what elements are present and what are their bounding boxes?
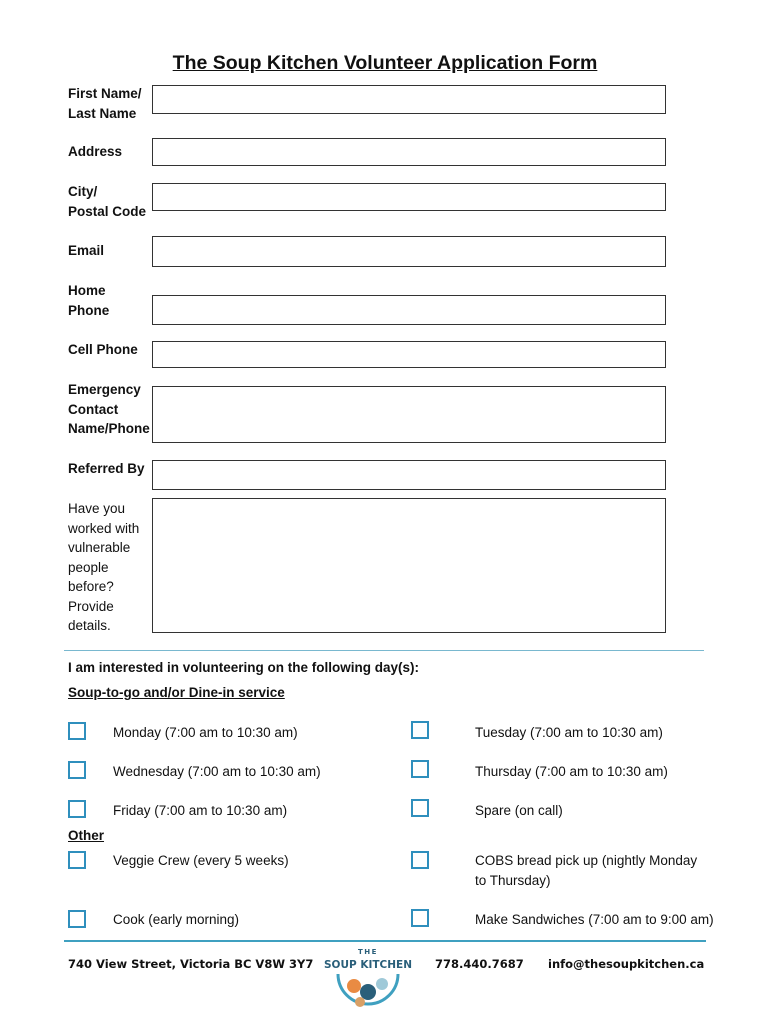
footer-email[interactable]: info@thesoupkitchen.ca	[548, 957, 705, 971]
cook-label: Cook (early morning)	[113, 912, 240, 927]
section-divider	[64, 650, 704, 651]
emergency-contact-label: Emergency Contact Name/Phone	[68, 382, 150, 436]
logo-onion-icon	[376, 978, 388, 990]
footer-address: 740 View Street, Victoria BC V8W 3Y7	[68, 957, 314, 971]
logo-bread-icon	[360, 984, 376, 1000]
friday-label: Friday (7:00 am to 10:30 am)	[113, 803, 288, 818]
veggie-crew-checkbox[interactable]	[68, 851, 86, 869]
wednesday-label: Wednesday (7:00 am to 10:30 am)	[113, 764, 321, 779]
home-phone-input[interactable]	[152, 295, 666, 325]
availability-heading: I am interested in volunteering on the following day(s):	[68, 660, 420, 675]
soup-kitchen-logo	[323, 944, 413, 1024]
cell-phone-input[interactable]	[152, 341, 666, 368]
logo-name-text: SOUP KITCHEN	[323, 959, 413, 971]
referred-by-input[interactable]	[152, 460, 666, 490]
experience-label: Have you worked with vulnerable people before? Provide details.	[68, 501, 140, 633]
cobs-bread-checkbox[interactable]	[411, 851, 429, 869]
other-heading: Other	[68, 828, 105, 843]
wednesday-checkbox[interactable]	[68, 761, 86, 779]
city-postal-label: City/ Postal Code	[68, 184, 147, 219]
email-label: Email	[68, 243, 105, 258]
email-input[interactable]	[152, 236, 666, 267]
tuesday-checkbox[interactable]	[411, 721, 429, 739]
experience-input[interactable]	[152, 498, 666, 633]
address-label: Address	[68, 144, 123, 159]
first-last-name-input[interactable]	[152, 85, 666, 114]
referred-by-label: Referred By	[68, 461, 145, 476]
monday-label: Monday (7:00 am to 10:30 am)	[113, 725, 298, 740]
veggie-crew-label: Veggie Crew (every 5 weeks)	[113, 853, 289, 868]
thursday-checkbox[interactable]	[411, 760, 429, 778]
city-postal-input[interactable]	[152, 183, 666, 211]
tuesday-label: Tuesday (7:00 am to 10:30 am)	[475, 725, 663, 740]
footer-divider	[64, 940, 706, 942]
logo-top-text: THE	[358, 948, 378, 956]
home-phone-label: Home Phone	[68, 283, 110, 318]
footer-phone: 778.440.7687	[435, 957, 524, 971]
emergency-contact-input[interactable]	[152, 386, 666, 443]
cook-checkbox[interactable]	[68, 910, 86, 928]
first-last-name-label: First Name/ Last Name	[68, 86, 142, 121]
spare-label: Spare (on call)	[475, 803, 563, 818]
spare-checkbox[interactable]	[411, 799, 429, 817]
friday-checkbox[interactable]	[68, 800, 86, 818]
logo-carrot-icon	[347, 979, 361, 993]
cobs-bread-label: COBS bread pick up (nightly Monday to Thursday)	[475, 853, 698, 888]
cell-phone-label: Cell Phone	[68, 342, 138, 357]
availability-subheading: Soup-to-go and/or Dine-in service	[68, 685, 285, 700]
form-title: The Soup Kitchen Volunteer Application Form	[172, 52, 598, 74]
address-input[interactable]	[152, 138, 666, 166]
thursday-label: Thursday (7:00 am to 10:30 am)	[475, 764, 668, 779]
logo-potato-icon	[355, 997, 365, 1007]
sandwiches-label: Make Sandwiches (7:00 am to 9:00 am)	[475, 912, 714, 927]
logo-graphic	[323, 944, 413, 1024]
monday-checkbox[interactable]	[68, 722, 86, 740]
sandwiches-checkbox[interactable]	[411, 909, 429, 927]
